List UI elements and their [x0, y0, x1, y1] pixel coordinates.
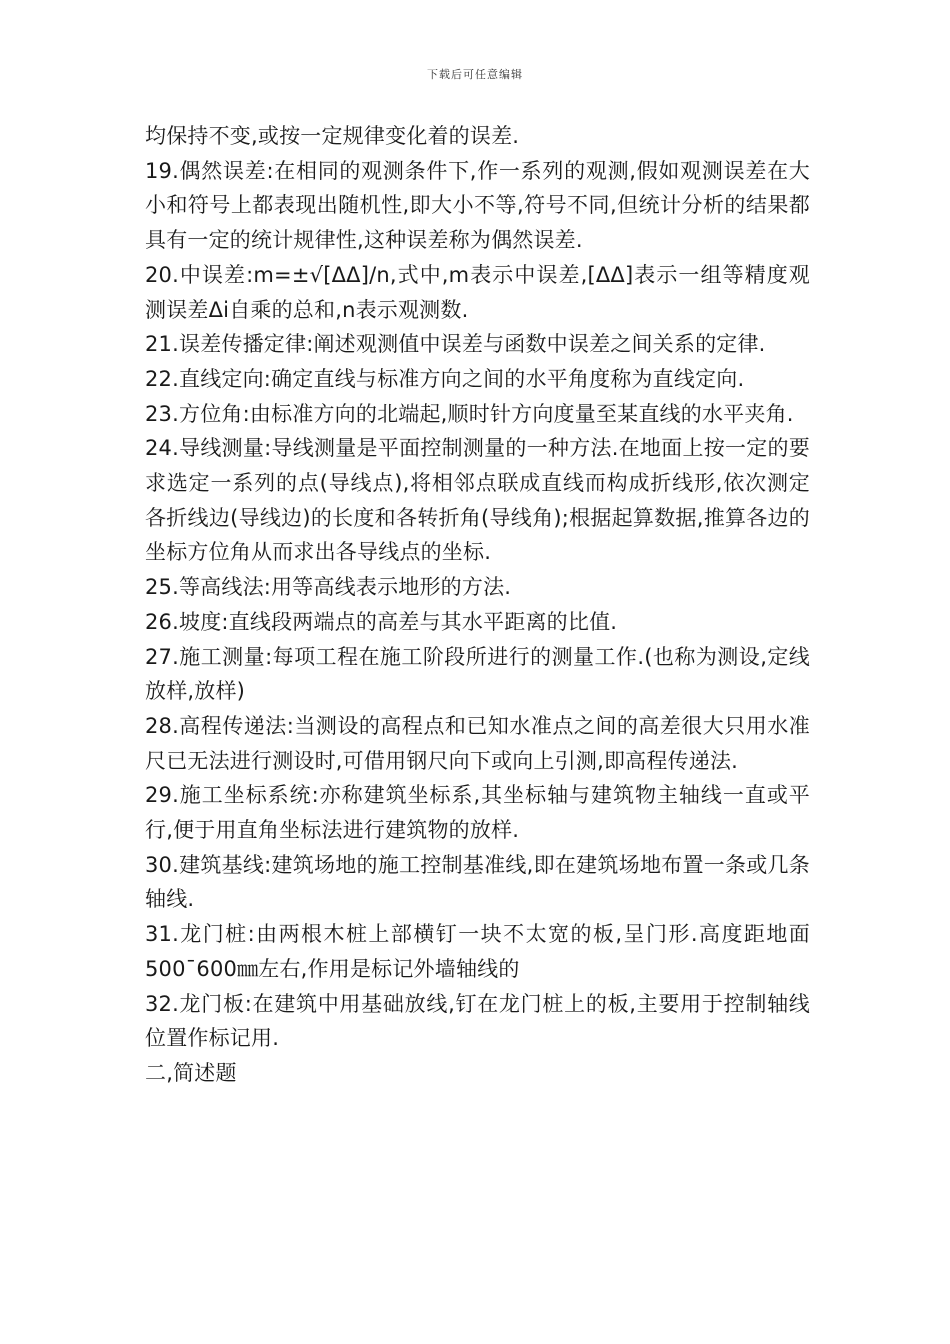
paragraph-item-31: 31.龙门桩:由两根木桩上部横钉一块不太宽的板,呈门形.高度距地面500¯600㎜左右,作用是标记外墙轴线的 [145, 922, 810, 981]
document-body [145, 119, 810, 1091]
paragraph-item-23: 23.方位角:由标准方向的北端起,顺时针方向度量至某直线的水平夹角. [145, 401, 794, 426]
paragraph-item-25: 25.等高线法:用等高线表示地形的方法. [145, 575, 512, 600]
paragraph-item-22: 22.直线定向:确定直线与标准方向之间的水平角度称为直线定向. [145, 366, 745, 391]
paragraph-item-26: 26.坡度:直线段两端点的高差与其水平距离的比值. [145, 609, 618, 634]
paragraph-continuation: 均保持不变,或按一定规律变化着的误差. [145, 124, 520, 148]
paragraph-item-32: 32.龙门板:在建筑中用基础放线,钉在龙门桩上的板,主要用于控制轴线位置作标记用. [145, 991, 810, 1051]
paragraph-item-30: 30.建筑基线:建筑场地的施工控制基准线,即在建筑场地布置一条或几条轴线. [145, 852, 810, 912]
paragraph-item-20: 20.中误差:m=±√[ΔΔ]/n,式中,m表示中误差,[ΔΔ]表示一组等精度观测误差Δi自乘的总和,n表示观测数. [145, 262, 810, 322]
paragraph-item-29: 29.施工坐标系统:亦称建筑坐标系,其坐标轴与建筑物主轴线一直或平行,便于用直角坐标法进行建筑物的放样. [145, 783, 810, 843]
paragraph-item-27: 27.施工测量:每项工程在施工阶段所进行的测量工作.(也称为测设,定线放样,放样) [145, 644, 810, 704]
section-heading: 二,简述题 [145, 1060, 237, 1085]
paragraph-item-19: 19.偶然误差:在相同的观测条件下,作一系列的观测,假如观测误差在大小和符号上都表现出随机性,即大小不等,符号不同,但统计分析的结果都具有一定的统计规律性,这种误差称为偶然误差. [145, 158, 810, 253]
paragraph-item-28: 28.高程传递法:当测设的高程点和已知水准点之间的高差很大只用水准尺已无法进行测设时,可借用钢尺向下或向上引测,即高程传递法. [145, 713, 810, 773]
paragraph-item-21: 21.误差传播定律:阐述观测值中误差与函数中误差之间关系的定律. [145, 332, 766, 357]
page-header: 下载后可任意编辑 [427, 68, 523, 81]
paragraph-item-24: 24.导线测量:导线测量是平面控制测量的一种方法.在地面上按一定的要求选定一系列的点(导线点),将相邻点联成直线而构成折线形,依次测定各折线边(导线边)的长度和各转折角(导线角);根据起算数据,推算各边的坐标方位角从而求出各导线点的坐标. [145, 436, 810, 565]
